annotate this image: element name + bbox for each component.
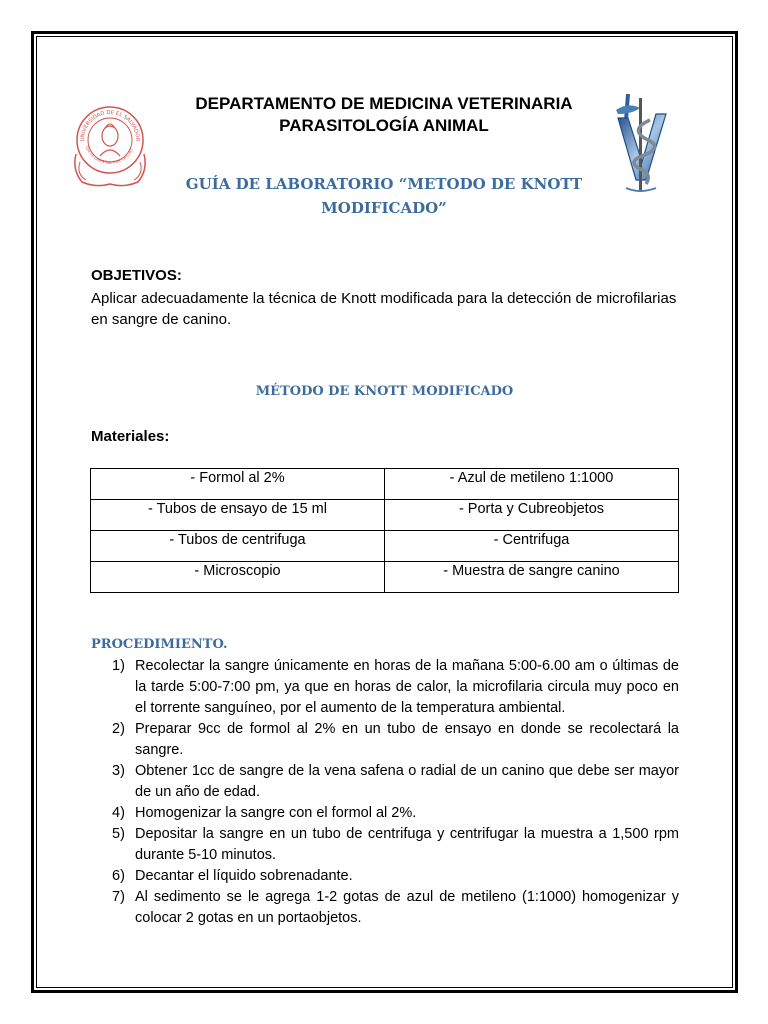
step-text: Al sedimento se le agrega 1-2 gotas de azul de metileno (1:1000) homogenizar y colocar 2 gotas en un portaobjetos.	[135, 889, 679, 926]
list-item	[91, 824, 679, 866]
objectives-heading: OBJETIVOS:	[91, 267, 182, 284]
list-item	[91, 803, 679, 824]
table-row	[91, 469, 679, 500]
seal-text-bottom: CIA LA LIBERTAD POR LA CULT	[84, 145, 135, 166]
step-number: 4)	[112, 805, 125, 821]
step-text: Obtener 1cc de sangre de la vena safena o radial de un canino que debe ser mayor de un año de edad.	[135, 763, 679, 800]
step-text: Preparar 9cc de formol al 2% en un tubo de ensayo en donde se recolectará la sangre.	[135, 721, 679, 758]
veterinary-caduceus-logo	[612, 90, 670, 195]
table-row	[91, 562, 679, 593]
materials-heading: Materiales:	[91, 428, 170, 445]
table-cell: - Muestra de sangre canino	[385, 562, 679, 593]
seal-text-top: UNIVERSIDAD DE EL SALVADOR	[79, 109, 141, 142]
objectives-text	[91, 288, 691, 330]
step-text: Recolectar la sangre únicamente en horas de la mañana 5:00-6.00 am o últimas de la tarde 5:00-7:00 pm, ya que en horas de calor, la microfilaria circula muy poco en el torrente sanguíneo, por el aumento de la temperatura ambiental.	[135, 658, 679, 716]
table-cell: - Tubos de ensayo de 15 ml	[91, 500, 385, 531]
method-title: MÉTODO DE KNOTT MODIFICADO	[255, 384, 514, 399]
materials-table	[90, 468, 679, 593]
list-item	[91, 887, 679, 929]
step-text: Decantar el líquido sobrenadante.	[135, 868, 353, 884]
subject-title: PARASITOLOGÍA ANIMAL	[279, 116, 489, 135]
university-seal-logo	[70, 92, 150, 192]
guide-title-line1: GUÍA DE LABORATORIO “METODO DE KNOTT	[185, 175, 583, 193]
table-cell: - Formol al 2%	[91, 469, 385, 500]
table-row	[91, 531, 679, 562]
table-row	[91, 500, 679, 531]
step-text: Homogenizar la sangre con el formol al 2%.	[135, 805, 417, 821]
list-item	[91, 656, 679, 719]
step-number: 2)	[112, 721, 125, 737]
procedure-heading: PROCEDIMIENTO.	[91, 637, 228, 652]
list-item	[91, 719, 679, 761]
objectives-line1: Aplicar adecuadamente la técnica de Knott modificada para la detección de microfilarias	[91, 290, 677, 307]
table-cell: - Microscopio	[91, 562, 385, 593]
table-cell: - Centrifuga	[385, 531, 679, 562]
table-cell: - Tubos de centrifuga	[91, 531, 385, 562]
list-item	[91, 761, 679, 803]
step-number: 3)	[112, 763, 125, 779]
department-header	[150, 93, 618, 137]
objectives-line2: en sangre de canino.	[91, 311, 232, 328]
department-title: DEPARTAMENTO DE MEDICINA VETERINARIA	[195, 94, 573, 113]
step-number: 6)	[112, 868, 125, 884]
step-number: 1)	[112, 658, 125, 674]
table-cell: - Azul de metileno 1:1000	[385, 469, 679, 500]
table-cell: - Porta y Cubreobjetos	[385, 500, 679, 531]
guide-title-line2: MODIFICADO”	[321, 199, 447, 217]
procedure-steps-list	[91, 656, 679, 929]
list-item	[91, 866, 679, 887]
step-number: 5)	[112, 826, 125, 842]
guide-title	[150, 172, 618, 220]
step-number: 7)	[112, 889, 125, 905]
step-text: Depositar la sangre en un tubo de centrifuga y centrifugar la muestra a 1,500 rpm durante 5-10 minutos.	[135, 826, 679, 863]
